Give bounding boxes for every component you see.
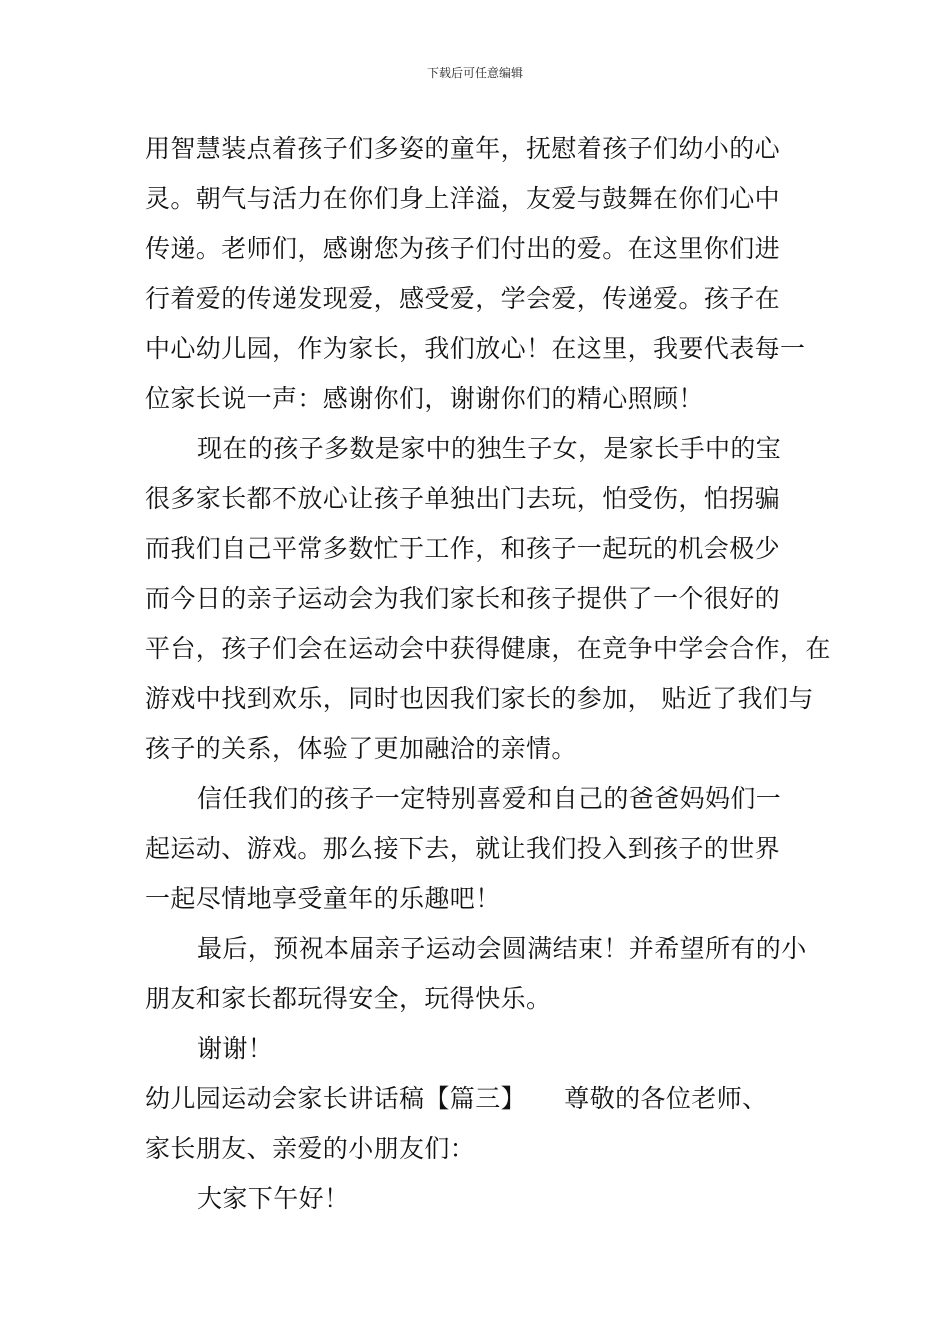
text-line: 起运动、游戏。那么接下去，就让我们投入到孩子的世界 bbox=[145, 834, 781, 863]
greeting-line: 大家下午好！ bbox=[197, 1184, 350, 1213]
text-line: 游戏中找到欢乐，同时也因我们家长的参加， 贴近了我们与 bbox=[145, 684, 814, 713]
text-line: 中心幼儿园，作为家长，我们放心！在这里，我要代表每一 bbox=[145, 334, 806, 363]
text-line: 而今日的亲子运动会为我们家长和孩子提供了一个很好的 bbox=[145, 584, 781, 613]
section-title-line: 幼儿园运动会家长讲话稿【篇三】 尊敬的各位老师、 bbox=[145, 1084, 768, 1113]
text-line: 灵。朝气与活力在你们身上洋溢，友爱与鼓舞在你们心中 bbox=[145, 184, 781, 213]
paragraph-start-line: 最后，预祝本届亲子运动会圆满结束！并希望所有的小 bbox=[197, 934, 807, 963]
page-header: 下载后可任意编辑 bbox=[426, 66, 523, 80]
paragraph-start-line: 信任我们的孩子一定特别喜爱和自己的爸爸妈妈们一 bbox=[197, 784, 782, 813]
text-line: 行着爱的传递发现爱，感受爱，学会爱，传递爱。孩子在 bbox=[145, 284, 781, 313]
text-line: 而我们自己平常多数忙于工作，和孩子一起玩的机会极少 bbox=[145, 534, 781, 563]
text-line: 孩子的关系，体验了更加融洽的亲情。 bbox=[145, 734, 577, 763]
text-line: 很多家长都不放心让孩子单独出门去玩，怕受伤，怕拐骗 bbox=[145, 484, 781, 513]
text-line: 位家长说一声：感谢你们，谢谢你们的精心照顾！ bbox=[145, 384, 704, 413]
document-body bbox=[145, 124, 831, 1224]
thanks-line: 谢谢！ bbox=[197, 1034, 274, 1063]
text-line: 平台，孩子们会在运动会中获得健康，在竞争中学会合作，在 bbox=[145, 634, 831, 663]
text-line: 朋友和家长都玩得安全，玩得快乐。 bbox=[145, 984, 552, 1013]
text-line: 用智慧装点着孩子们多姿的童年，抚慰着孩子们幼小的心 bbox=[145, 134, 781, 163]
paragraph-start-line: 现在的孩子多数是家中的独生子女，是家长手中的宝 bbox=[197, 434, 782, 463]
text-line: 一起尽情地享受童年的乐趣吧！ bbox=[145, 884, 501, 913]
text-line: 传递。老师们，感谢您为孩子们付出的爱。在这里你们进 bbox=[145, 234, 781, 263]
text-line: 家长朋友、亲爱的小朋友们： bbox=[145, 1134, 476, 1163]
